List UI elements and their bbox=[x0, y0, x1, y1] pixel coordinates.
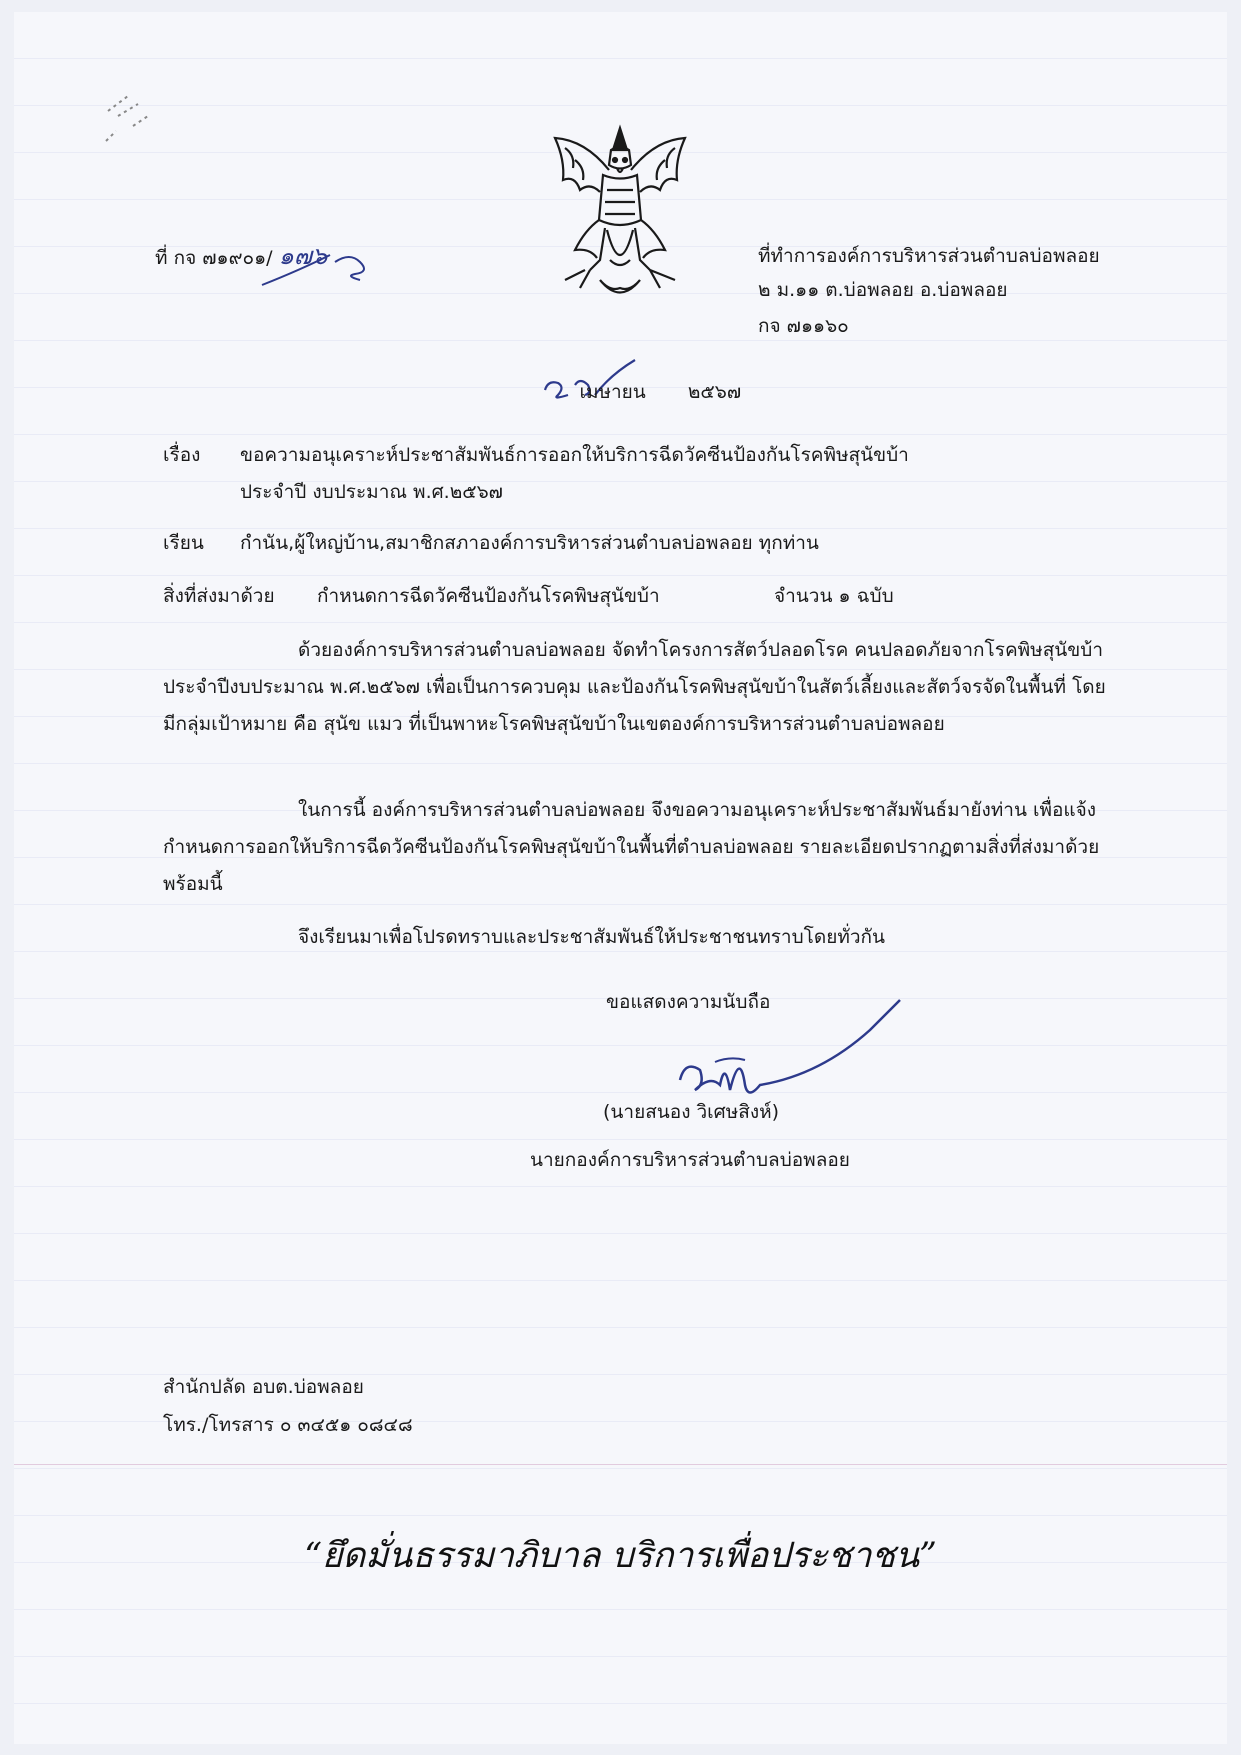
document-number: ที่ กจ ๗๑๙๐๑/ ๑๗๖ bbox=[155, 242, 328, 270]
date-month: เมษายน bbox=[579, 381, 646, 403]
complimentary-close: ขอแสดงความนับถือ bbox=[606, 991, 771, 1013]
subject-line-1: ขอความอนุเคราะห์ประชาสัมพันธ์การออกให้บริการฉีดวัคซีนป้องกันโรคพิษสุนัขบ้า bbox=[240, 444, 909, 466]
date-line bbox=[540, 378, 741, 404]
subject-line-2: ประจำปี งบประมาณ พ.ศ.๒๕๖๗ bbox=[240, 481, 503, 503]
enclosure-quantity: จำนวน ๑ ฉบับ bbox=[774, 585, 894, 607]
body-paragraph-1: ด้วยองค์การบริหารส่วนตำบลบ่อพลอย จัดทำโครงการสัตว์ปลอดโรค คนปลอดภัยจากโรคพิษสุนัขบ้า ประจำปีงบประมาณ พ.ศ.๒๕๖๗ เพื่อเป็นการควบคุม และป้องกันโรคพิษสุนัขบ้าในสัตว์เลี้ยงและสัตว์จรจัดในพื้นที่ โดยมีกลุ่มเป้าหมาย คือ สุนัข แมว ที่เป็นพาหะโรคพิษสุนัขบ้าในเขตองค์การบริหารส่วนตำบลบ่อพลอย bbox=[163, 639, 1106, 735]
enclosure-label: สิ่งที่ส่งมาด้วย bbox=[163, 585, 275, 607]
office-name: ที่ทำการองค์การบริหารส่วนตำบลบ่อพลอย bbox=[758, 245, 1100, 267]
slogan: “ยึดมั่นธรรมาภิบาล บริการเพื่อประชาชน” bbox=[304, 1536, 937, 1576]
handwriting-stroke-icon bbox=[260, 250, 380, 290]
enclosure-item: กำหนดการฉีดวัคซีนป้องกันโรคพิษสุนัขบ้า bbox=[317, 585, 660, 607]
footer-phone: โทร./โทรสาร ๐ ๓๔๕๑ ๐๘๔๘ bbox=[163, 1414, 413, 1436]
signatory-position: นายกองค์การบริหารส่วนตำบลบ่อพลอย bbox=[530, 1149, 850, 1171]
handwritten-signature-icon bbox=[670, 990, 920, 1110]
pencil-mark-icon bbox=[98, 86, 168, 156]
recipient-text: กำนัน,ผู้ใหญ่บ้าน,สมาชิกสภาองค์การบริหารส่วนตำบลบ่อพลอย ทุกท่าน bbox=[240, 532, 819, 554]
recipient-label: เรียน bbox=[163, 532, 204, 554]
closing-sentence: จึงเรียนมาเพื่อโปรดทราบและประชาสัมพันธ์ให้ประชาชนทราบโดยทั่วกัน bbox=[298, 926, 886, 948]
office-address: ๒ ม.๑๑ ต.บ่อพลอย อ.บ่อพลอย bbox=[758, 279, 1008, 301]
footer-department: สำนักปลัด อบต.บ่อพลอย bbox=[163, 1376, 364, 1398]
office-postcode: กจ ๗๑๑๖๐ bbox=[758, 315, 849, 337]
date-year: ๒๕๖๗ bbox=[687, 381, 742, 403]
subject-label: เรื่อง bbox=[163, 444, 201, 466]
signatory-name: (นายสนอง วิเศษสิงห์) bbox=[603, 1101, 780, 1123]
body-paragraph-2: ในการนี้ องค์การบริหารส่วนตำบลบ่อพลอย จึงขอความอนุเคราะห์ประชาสัมพันธ์มายังท่าน เพื่อแจ้งกำหนดการออกให้บริการฉีดวัคซีนป้องกันโรคพิษสุนัขบ้าในพื้นที่ตำบลบ่อพลอย รายละเอียดปรากฏตามสิ่งที่ส่งมาด้วยพร้อมนี้ bbox=[163, 799, 1100, 895]
garuda-emblem-icon bbox=[545, 120, 695, 305]
divider-line bbox=[14, 1464, 1227, 1465]
handwritten-doc-number: ๑๗๖ bbox=[278, 242, 328, 270]
